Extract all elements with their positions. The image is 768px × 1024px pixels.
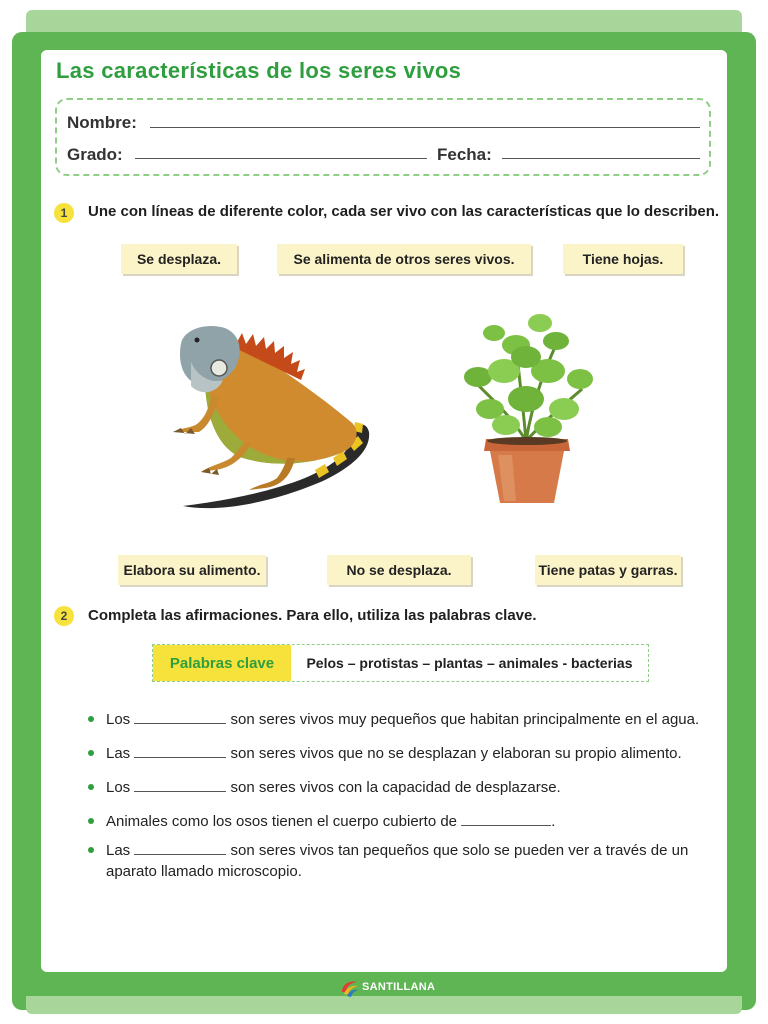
santillana-logo-icon: [340, 978, 360, 998]
sentence-3-end: son seres vivos con la capacidad de desplazarse.: [230, 779, 561, 796]
sentence-4-start: Animales como los osos tienen el cuerpo cubierto de: [106, 813, 458, 830]
name-field[interactable]: [150, 127, 700, 128]
grade-label: Grado:: [67, 145, 123, 164]
sentence-3-start: Los: [106, 779, 131, 796]
date-label: Fecha:: [437, 145, 492, 164]
sentence-5-end: son seres vivos tan pequeños que solo se pueden ver a través de un: [230, 842, 689, 859]
bullet: [88, 784, 94, 790]
bullet: [88, 750, 94, 756]
grade-field[interactable]: [135, 158, 427, 159]
sentence-2-end: son seres vivos que no se desplazan y elaboran su propio alimento.: [230, 745, 682, 762]
iguana-illustration: [165, 318, 380, 516]
date-field[interactable]: [502, 158, 700, 159]
sentence-1-end: son seres vivos muy pequeños que habitan principalmente en el agua.: [230, 711, 700, 728]
santillana-logo-text: SANTILLANA: [362, 981, 436, 993]
worksheet-sheet: [41, 50, 727, 972]
blank-3[interactable]: [134, 777, 226, 792]
blank-5[interactable]: [134, 840, 226, 855]
bullet: [88, 847, 94, 853]
card-tiene-hojas[interactable]: Tiene hojas.: [563, 244, 683, 274]
keywords-box: [152, 644, 649, 682]
activity-1-instruction: Une con líneas de diferente color, cada ser vivo con las características que lo describen.: [88, 203, 720, 220]
blank-1[interactable]: [134, 709, 226, 724]
page-title: Las características de los seres vivos: [56, 58, 462, 83]
bullet: [88, 818, 94, 824]
blank-4[interactable]: [461, 811, 551, 826]
sentence-1-start: Los: [106, 711, 131, 728]
activity-2-number: 2: [54, 606, 74, 626]
sentence-4-end: .: [551, 813, 556, 830]
bullet: [88, 716, 94, 722]
activity-2-instruction: Completa las afirmaciones. Para ello, utiliza las palabras clave.: [88, 607, 537, 624]
sentence-2-start: Las: [106, 745, 131, 762]
potted-plant-illustration: [460, 305, 595, 507]
keywords-label: Palabras clave: [153, 645, 291, 681]
name-label: Nombre:: [67, 113, 137, 132]
sentence-5-line-2: aparato llamado microscopio.: [106, 863, 302, 880]
activity-1-number: 1: [54, 203, 74, 223]
sentence-2: [88, 743, 708, 764]
sentence-5: [88, 840, 708, 884]
sentence-4: [88, 811, 708, 832]
keywords-list: Pelos – protistas – plantas – animales - bacterias: [306, 655, 633, 671]
blank-2[interactable]: [134, 743, 226, 758]
card-se-desplaza[interactable]: Se desplaza.: [121, 244, 237, 274]
card-elabora-alimento[interactable]: Elabora su alimento.: [118, 555, 266, 585]
sentence-1: [88, 709, 708, 730]
student-info-box: [55, 98, 711, 176]
card-patas-garras[interactable]: Tiene patas y garras.: [535, 555, 681, 585]
card-no-se-desplaza[interactable]: No se desplaza.: [327, 555, 471, 585]
sentence-5-start: Las: [106, 842, 131, 859]
santillana-logo: [340, 978, 436, 1000]
sentence-3: [88, 777, 708, 798]
card-se-alimenta[interactable]: Se alimenta de otros seres vivos.: [277, 244, 531, 274]
